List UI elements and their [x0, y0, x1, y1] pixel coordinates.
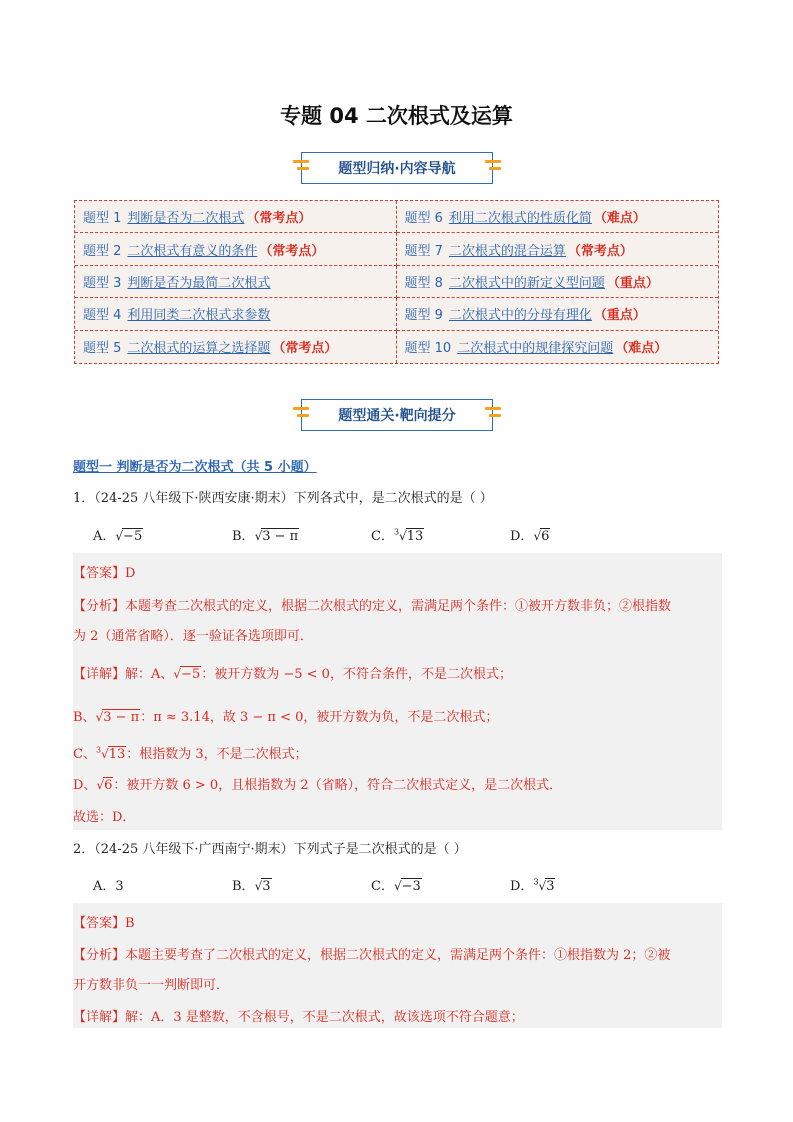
option-d[interactable] [510, 525, 649, 544]
practice-banner [301, 399, 493, 431]
nav-tag: （常考点） [567, 243, 633, 259]
nav-tag: （重点） [606, 275, 659, 291]
nav-tag: （难点） [593, 211, 646, 227]
radicand: 13 [108, 747, 126, 762]
nav-type: 题型 7 [404, 243, 443, 259]
detail-text: C、 [73, 747, 96, 762]
radical-icon: √ [173, 667, 182, 681]
detail-text: ：被开方数为 −5 < 0，不符合条件，不是二次根式； [201, 667, 512, 682]
nav-tag: （常考点） [246, 211, 312, 227]
radical-icon: √ [254, 879, 263, 893]
option-label: A． [93, 879, 116, 894]
option-d[interactable] [510, 875, 649, 894]
option-b[interactable] [232, 875, 371, 894]
nav-cell[interactable] [75, 298, 397, 330]
radicand: −3 [401, 879, 421, 894]
option-a[interactable] [93, 525, 232, 544]
radicand: 6 [104, 778, 113, 793]
radical-icon: √ [95, 710, 104, 724]
decor-icon [485, 160, 501, 176]
nav-cell[interactable] [397, 201, 719, 233]
choose-line: 故选：D． [73, 810, 136, 825]
detail-text: B、 [73, 710, 96, 725]
decor-icon [293, 407, 309, 423]
nav-tag: （难点） [615, 341, 668, 357]
detail-text: ：被开方数 6 > 0，且根指数为 2（省略），符合二次根式定义，是二次根式． [113, 778, 563, 793]
nav-type: 题型 2 [83, 243, 122, 259]
detail-d [73, 774, 562, 793]
nav-link[interactable]: 利用二次根式的性质化简 [448, 211, 592, 227]
nav-tag: （重点） [593, 308, 646, 324]
question-1-stem: 1．（24-25 八年级下·陕西安康·期末）下列各式中，是二次根式的是（ ） [73, 491, 493, 506]
radical-icon: √ [538, 879, 547, 893]
radical-icon: √ [101, 747, 109, 761]
option-label: C． [371, 879, 394, 894]
detail-text: D、 [73, 778, 97, 793]
nav-link[interactable]: 判断是否为二次根式 [127, 211, 245, 227]
option-label: C． [371, 529, 394, 544]
nav-cell[interactable] [75, 331, 397, 363]
nav-type: 题型 10 [404, 341, 452, 357]
nav-link[interactable]: 利用同类二次根式求参数 [127, 308, 271, 324]
nav-cell[interactable] [397, 233, 719, 265]
radical-icon: √ [399, 529, 407, 543]
option-c[interactable] [371, 525, 510, 544]
question-1-options [93, 525, 649, 544]
nav-cell[interactable] [397, 266, 719, 298]
detail-c [73, 743, 308, 762]
radical-icon: √ [393, 879, 402, 893]
nav-cell[interactable] [397, 331, 719, 363]
root-index: 3 [95, 745, 102, 755]
nav-link[interactable]: 二次根式的运算之选择题 [127, 341, 271, 357]
nav-type: 题型 6 [404, 211, 443, 227]
nav-cell[interactable] [397, 298, 719, 330]
nav-type: 题型 5 [83, 341, 122, 357]
option-label: B． [232, 879, 255, 894]
detail-a [73, 663, 512, 682]
option-value: 3 [115, 879, 124, 894]
radicand: 13 [406, 529, 424, 544]
detail-b [73, 706, 498, 725]
question-2-stem: 2．（24-25 八年级下·广西南宁·期末）下列式子是二次根式的是（ ） [73, 842, 467, 857]
nav-cell[interactable] [75, 201, 397, 233]
option-c[interactable] [371, 875, 510, 894]
radicand: −5 [181, 667, 201, 682]
radical-icon: √ [254, 529, 263, 543]
answer: 【答案】D [73, 566, 136, 581]
page-title: 专题 04 二次根式及运算 [280, 104, 513, 128]
detail-a: 【详解】解：A．3 是整数，不含根号，不是二次根式，故该选项不符合题意； [73, 1010, 524, 1025]
detail-text: 【详解】解：A、 [73, 667, 174, 682]
radical-icon: √ [115, 529, 124, 543]
topic-navigation-table [74, 200, 719, 364]
nav-link[interactable]: 二次根式有意义的条件 [127, 243, 258, 259]
option-label: B． [232, 529, 255, 544]
nav-cell[interactable] [75, 233, 397, 265]
nav-type: 题型 3 [83, 275, 122, 291]
radicand: −5 [123, 529, 143, 544]
nav-tag: （常考点） [259, 243, 325, 259]
option-label: A． [93, 529, 116, 544]
root-index: 3 [393, 527, 400, 537]
radicand: 3 − π [262, 529, 299, 544]
nav-type: 题型 1 [83, 211, 122, 227]
practice-banner-label: 题型通关·靶向提分 [338, 408, 456, 424]
nav-banner-label: 题型归纳·内容导航 [338, 161, 456, 177]
analysis-line-2: 开方数非负一一判断即可． [73, 978, 230, 993]
nav-link[interactable]: 二次根式的混合运算 [448, 243, 566, 259]
option-a[interactable] [93, 875, 232, 894]
radicand: 6 [541, 529, 550, 544]
radicand: 3 [546, 879, 555, 894]
nav-banner [301, 152, 493, 184]
decor-icon [485, 407, 501, 423]
nav-tag: （常考点） [272, 341, 338, 357]
nav-link[interactable]: 判断是否为最简二次根式 [127, 275, 271, 291]
answer: 【答案】B [73, 916, 135, 931]
question-2-solution [73, 903, 722, 1028]
question-2-options [93, 875, 649, 894]
detail-text: ：根指数为 3，不是二次根式； [126, 747, 308, 762]
nav-link[interactable]: 二次根式中的规律探究问题 [457, 341, 614, 357]
option-label: D． [510, 879, 534, 894]
nav-cell[interactable] [75, 266, 397, 298]
radicand: 3 [262, 879, 271, 894]
analysis-line-1: 【分析】本题考查二次根式的定义，根据二次根式的定义，需满足两个条件：①被开方数非负；②根指数 [73, 599, 672, 614]
radicand: 3 − π [103, 710, 140, 725]
nav-type: 题型 8 [404, 275, 443, 291]
option-b[interactable] [232, 525, 371, 544]
nav-link[interactable]: 二次根式中的新定义型问题 [448, 275, 605, 291]
analysis-line-2: 为 2（通常省略）．逐一验证各选项即可． [73, 629, 313, 644]
nav-type: 题型 9 [404, 308, 443, 324]
decor-icon [293, 160, 309, 176]
option-label: D． [510, 529, 534, 544]
question-1-solution [73, 553, 722, 830]
detail-text: ：π ≈ 3.14，故 3 − π < 0，被开方数为负，不是二次根式； [140, 710, 499, 725]
radical-icon: √ [96, 778, 105, 792]
nav-link[interactable]: 二次根式中的分母有理化 [448, 308, 592, 324]
analysis-line-1: 【分析】本题主要考查了二次根式的定义，根据二次根式的定义，需满足两个条件：①根指数为 2；②被 [73, 948, 671, 963]
section-heading[interactable]: 题型一 判断是否为二次根式（共 5 小题） [73, 460, 317, 475]
nav-type: 题型 4 [83, 308, 122, 324]
radical-icon: √ [533, 529, 542, 543]
root-index: 3 [533, 877, 539, 887]
